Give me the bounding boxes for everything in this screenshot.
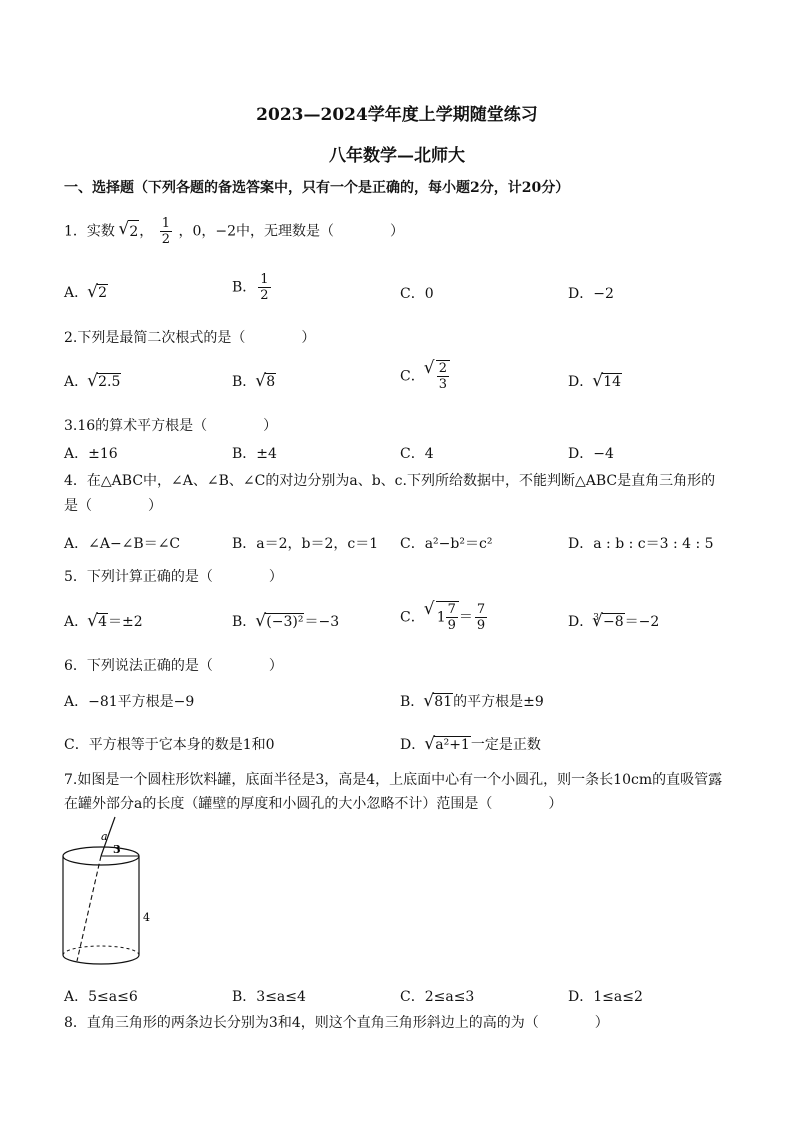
q2-option-c[interactable]: C． √ $\frac{2}{3}$ <box>400 360 450 392</box>
q5-option-b[interactable]: B．√ (−3)²＝−3 <box>232 611 339 631</box>
q7-option-c[interactable]: C．2≤a≤3 <box>400 989 475 1005</box>
cylinder-figure <box>55 815 165 980</box>
q1-stem-pre: 1．实数 <box>64 223 115 240</box>
question-7-stem-line1: 7.如图是一个圆柱形饮料罐，底面半径是3，高是4，上底面中心有一个小圆孔，则一条长10cm的直吸管露 <box>64 772 723 788</box>
q1-option-b[interactable]: B． $\frac{1}{2}$ <box>232 272 269 303</box>
q4-option-a[interactable]: A．∠A−∠B＝∠C <box>64 536 181 552</box>
q1-option-d[interactable]: D．−2 <box>568 286 614 302</box>
question-4-stem-line2: 是（ ） <box>64 498 162 514</box>
q7-option-b[interactable]: B．3≤a≤4 <box>232 989 306 1005</box>
q7-option-d[interactable]: D．1≤a≤2 <box>568 989 643 1005</box>
q1-option-c[interactable]: C．0 <box>400 286 434 302</box>
question-1-stem: 1．实数 √ 2， $\frac{1}{2}$ ，0，−2中，无理数是（ ） <box>64 216 404 247</box>
q5-option-d[interactable]: D．$^3$√ −8＝−2 <box>568 611 659 631</box>
question-7-stem-line2: 在罐外部分a的长度（罐壁的厚度和小圆孔的大小忽略不计）范围是（ ） <box>64 796 563 812</box>
q1-option-a[interactable]: A．√ 2 <box>64 282 108 302</box>
q4-option-c[interactable]: C．a²−b²＝c² <box>400 536 493 552</box>
question-3-stem: 3.16的算术平方根是（ ） <box>64 418 278 434</box>
q3-option-a[interactable]: A．±16 <box>64 446 118 462</box>
q3-option-c[interactable]: C．4 <box>400 446 434 462</box>
q7-option-a[interactable]: A．5≤a≤6 <box>64 989 138 1005</box>
q4-option-b[interactable]: B．a＝2，b＝2，c＝1 <box>232 536 379 552</box>
sqrt-2: √ 2 <box>119 220 139 243</box>
question-2-stem: 2.下列是最简二次根式的是（ ） <box>64 330 316 346</box>
question-6-stem: 6．下列说法正确的是（ ） <box>64 658 283 674</box>
figure-label-3: 3 <box>113 843 121 856</box>
q3-option-d[interactable]: D．−4 <box>568 446 614 462</box>
q5-option-c[interactable]: C．√ 1 $\frac{7}{9}$ ＝ $\frac{7}{9}$ <box>400 601 489 633</box>
figure-label-4: 4 <box>143 911 150 924</box>
fraction-half: $\frac{1}{2}$ <box>161 216 171 247</box>
section-heading: 一、选择题（下列各题的备选答案中，只有一个是正确的，每小题2分，计20分） <box>64 180 570 196</box>
q5-option-a[interactable]: A．√ 4＝±2 <box>64 611 143 631</box>
q2-option-d[interactable]: D．√ 14 <box>568 371 622 391</box>
q4-option-d[interactable]: D．a : b : c＝3 : 4 : 5 <box>568 536 714 552</box>
q2-option-b[interactable]: B．√ 8 <box>232 371 276 391</box>
q6-option-b[interactable]: B．√ 81的平方根是±9 <box>400 691 544 711</box>
question-4-stem-line1: 4．在△ABC中，∠A、∠B、∠C的对边分别为a、b、c.下列所给数据中，不能判断△ABC是直角三角形的 <box>64 473 716 489</box>
q6-option-a[interactable]: A．−81平方根是−9 <box>64 694 195 710</box>
page-title: 2023—2024学年度上学期随堂练习 <box>256 105 538 125</box>
q2-option-a[interactable]: A．√ 2.5 <box>64 371 121 391</box>
q1-stem-post: ，0，−2中，无理数是（ ） <box>178 223 405 240</box>
q6-option-c[interactable]: C．平方根等于它本身的数是1和0 <box>64 737 275 753</box>
question-5-stem: 5．下列计算正确的是（ ） <box>64 569 283 585</box>
question-8-stem: 8．直角三角形的两条边长分别为3和4，则这个直角三角形斜边上的高的为（ ） <box>64 1015 609 1031</box>
q3-option-b[interactable]: B．±4 <box>232 446 277 462</box>
page-subtitle: 八年数学—北师大 <box>329 146 465 166</box>
q6-option-d[interactable]: D．√ a²+1一定是正数 <box>400 734 541 754</box>
figure-label-a: a <box>101 830 108 843</box>
